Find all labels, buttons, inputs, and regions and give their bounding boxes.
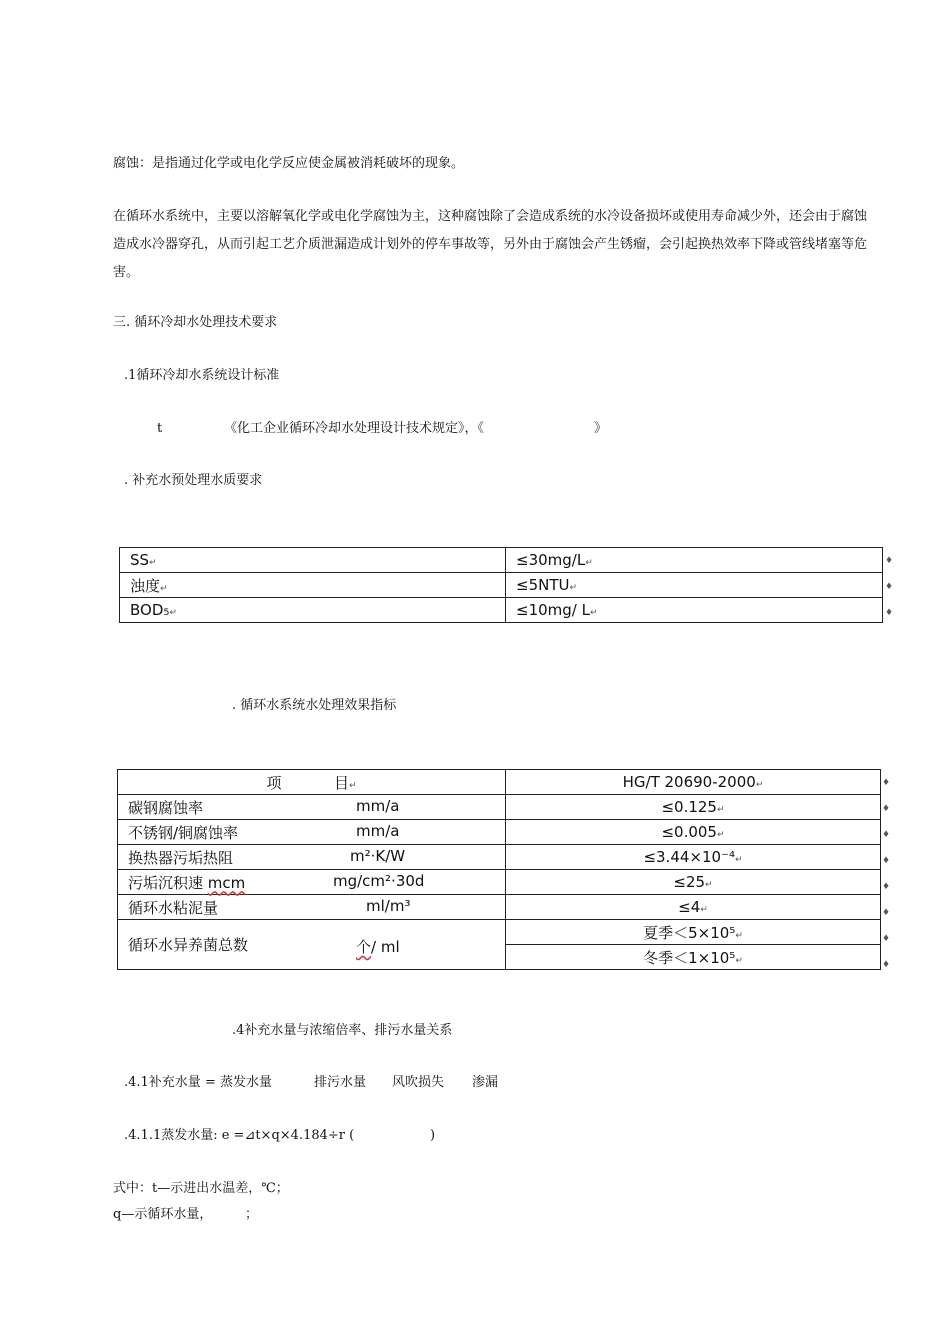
formula-q-end: ； — [245, 1207, 259, 1222]
makeup-water-table — [119, 547, 883, 623]
table-header-item: 项 目↵ — [118, 770, 506, 795]
row-end-mark: ♦ — [882, 934, 891, 944]
makeup-formula-c: 风吹损失 — [392, 1075, 445, 1090]
row-end-mark: ♦ — [882, 830, 891, 840]
table-row — [120, 548, 883, 573]
row-end-mark: ♦ — [882, 778, 891, 788]
unit-label: ml/m³ — [366, 897, 411, 915]
row-end-mark: ♦ — [882, 804, 891, 814]
table-row — [118, 895, 881, 920]
formula-t-definition: 式中：t—示进出水温差，℃； — [113, 1181, 289, 1196]
table-cell-item: SS↵ — [120, 548, 506, 573]
table-row — [118, 920, 881, 945]
table-cell-value: ≤5NTU↵ — [506, 573, 883, 598]
table-row — [118, 870, 881, 895]
table-header-standard: HG/T 20690-2000↵ — [506, 770, 881, 795]
section-3-3-heading: . 循环水系统水处理效果指标 — [232, 698, 397, 713]
section-3-1-heading: .1循环冷却水系统设计标准 — [124, 368, 280, 383]
table-cell-item: 污垢沉积速 mcm mg/cm²·30d — [118, 870, 506, 895]
formula-q-definition: q—示循环水量， — [113, 1207, 213, 1222]
table-cell-item: BOD₅↵ — [120, 598, 506, 623]
row-end-mark: ♦ — [882, 856, 891, 866]
row-end-mark: ♦ — [885, 556, 894, 566]
unit-label: 个/ ml — [356, 938, 400, 956]
table-row — [118, 845, 881, 870]
unit-label: mm/a — [356, 797, 400, 815]
table-cell-item: 不锈钢/铜腐蚀率 mm/a — [118, 820, 506, 845]
treatment-index-table — [117, 769, 881, 970]
row-end-mark: ♦ — [882, 960, 891, 970]
system-corrosion-paragraph: 在循环水系统中，主要以溶解氧化学或电化学腐蚀为主，这种腐蚀除了会造成系统的水冷设备损坏或使用寿命减少外，还会由于腐蚀造成水冷器穿孔，从而引起工艺介质泄漏造成计划外的停车事故等，另外由于腐蚀会产生锈瘤，会引起换热效率下降或管线堵塞等危害。 — [113, 209, 868, 280]
table-cell-value: ≤4↵ — [506, 895, 881, 920]
table-row — [118, 795, 881, 820]
standard-close: 》 — [594, 421, 608, 436]
makeup-formula-d: 渗漏 — [472, 1075, 499, 1090]
row-end-mark: ♦ — [882, 908, 891, 918]
table-cell-value: ≤0.125↵ — [506, 795, 881, 820]
unit-label: m²·K/W — [350, 847, 406, 865]
row-end-mark: ♦ — [885, 582, 894, 592]
row-end-mark: ♦ — [885, 608, 894, 618]
table-cell-value: ≤30mg/L↵ — [506, 548, 883, 573]
table-cell-value: ≤0.005↵ — [506, 820, 881, 845]
table-cell-item: 循环水异养菌总数 个/ ml — [118, 920, 506, 970]
table-row — [120, 573, 883, 598]
section-3-4-heading: .4补充水量与浓缩倍率、排污水量关系 — [232, 1023, 453, 1038]
makeup-formula-a: .4.1补充水量 = 蒸发水量 — [124, 1075, 272, 1090]
table-cell-value: ≤3.44×10⁻⁴↵ — [506, 845, 881, 870]
standard-t: t — [157, 421, 163, 436]
table-cell-summer: 夏季＜5×10⁵↵ — [506, 920, 881, 945]
table-cell-winter: 冬季＜1×10⁵↵ — [506, 945, 881, 970]
table-header-row — [118, 770, 881, 795]
makeup-formula-b: 排污水量 — [314, 1075, 367, 1090]
table-row — [120, 598, 883, 623]
standard-text: 《化工企业循环冷却水处理设计技术规定》，《 — [224, 421, 485, 436]
unit-label: mg/cm²·30d — [333, 872, 425, 890]
evaporation-formula: .4.1.1蒸发水量: e =⊿t×q×4.184÷r ( — [124, 1128, 355, 1143]
evaporation-formula-close: ) — [430, 1128, 436, 1143]
section-3-heading: 三. 循环冷却水处理技术要求 — [113, 315, 278, 330]
table-cell-item: 碳钢腐蚀率 mm/a — [118, 795, 506, 820]
table-cell-item: 浊度↵ — [120, 573, 506, 598]
unit-label: mm/a — [356, 822, 400, 840]
table-cell-item: 换热器污垢热阻 m²·K/W — [118, 845, 506, 870]
table-cell-value: ≤10mg/ L↵ — [506, 598, 883, 623]
row-end-mark: ♦ — [882, 882, 891, 892]
section-3-2-heading: . 补充水预处理水质要求 — [124, 473, 263, 488]
table-row — [118, 820, 881, 845]
corrosion-definition: 腐蚀：是指通过化学或电化学反应使金属被消耗破坏的现象。 — [113, 156, 465, 171]
table-cell-value: ≤25↵ — [506, 870, 881, 895]
table-cell-item: 循环水粘泥量 ml/m³ — [118, 895, 506, 920]
